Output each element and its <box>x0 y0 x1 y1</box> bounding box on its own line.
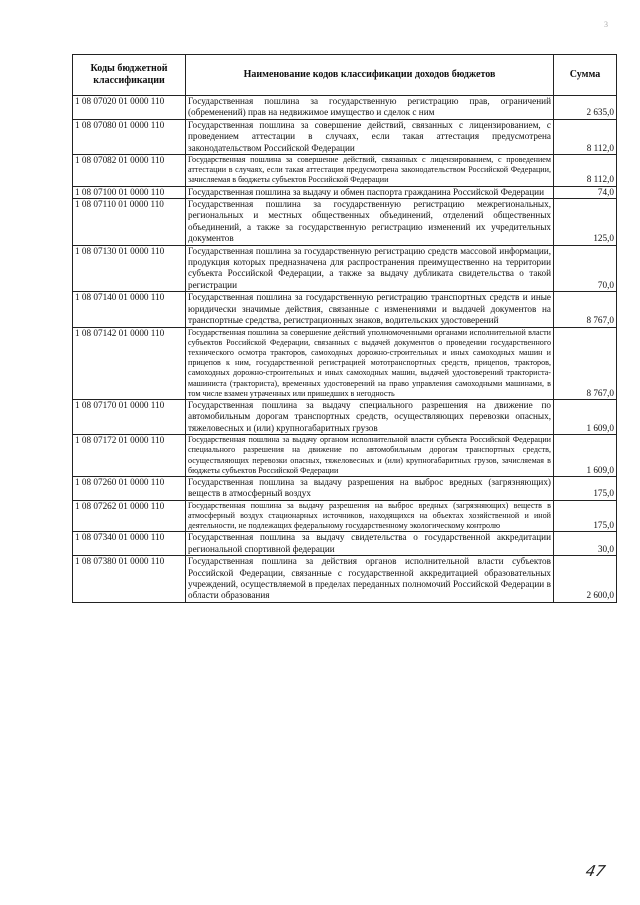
header-sum: Сумма <box>554 55 617 96</box>
table-row <box>73 532 617 556</box>
amount-cell: 70,0 <box>554 245 617 292</box>
amount-cell: 1 609,0 <box>554 399 617 434</box>
code-cell: 1 08 07100 01 0000 110 <box>73 186 186 198</box>
code-cell: 1 08 07340 01 0000 110 <box>73 532 186 556</box>
amount-cell: 74,0 <box>554 186 617 198</box>
amount-cell: 2 600,0 <box>554 556 617 603</box>
table-body <box>73 96 617 603</box>
amount-cell: 30,0 <box>554 532 617 556</box>
budget-revenue-table <box>72 54 617 603</box>
table-row <box>73 186 617 198</box>
code-cell: 1 08 07172 01 0000 110 <box>73 435 186 477</box>
amount-cell: 8 112,0 <box>554 155 617 187</box>
table-row <box>73 435 617 477</box>
name-cell: Государственная пошлина за выдачу свидетельства о государственной аккредитации региональной спортивной федерации <box>186 532 554 556</box>
name-cell: Государственная пошлина за совершение действий, связанных с лицензированием, с проведением аттестации в случаях, если такая аттестация предусмотрена законодательством Российской Федерации, зачисляемая в бюджеты субъектов Российской Федерации <box>186 155 554 187</box>
amount-cell: 8 767,0 <box>554 327 617 399</box>
amount-cell: 125,0 <box>554 199 617 246</box>
name-cell: Государственная пошлина за государственную регистрацию средств массовой информации, продукция которых предназначена для распространения преимущественно на территории субъекта Российской Федерации, а также за выдачу дубликата свидетельства о такой регистрации <box>186 245 554 292</box>
amount-cell: 175,0 <box>554 476 617 500</box>
name-cell: Государственная пошлина за выдачу разрешения на выброс вредных (загрязняющих) веществ в атмосферный воздух стационарных источников, находящихся на объектах хозяйственной и иной деятельности, не подлежащих федеральному государственному экологическому контролю <box>186 500 554 532</box>
table-row <box>73 245 617 292</box>
table-row <box>73 96 617 120</box>
table-row <box>73 500 617 532</box>
code-cell: 1 08 07082 01 0000 110 <box>73 155 186 187</box>
table-row <box>73 476 617 500</box>
header-name: Наименование кодов классификации доходов бюджетов <box>186 55 554 96</box>
code-cell: 1 08 07262 01 0000 110 <box>73 500 186 532</box>
amount-cell: 2 635,0 <box>554 96 617 120</box>
margin-mark: 3 <box>604 20 608 29</box>
amount-cell: 175,0 <box>554 500 617 532</box>
name-cell: Государственная пошлина за выдачу специального разрешения на движение по автомобильным дорогам транспортных средств, осуществляющих перевозки опасных, тяжеловесных и (или) крупногабаритных грузов <box>186 399 554 434</box>
amount-cell: 8 767,0 <box>554 292 617 327</box>
code-cell: 1 08 07140 01 0000 110 <box>73 292 186 327</box>
page-number: 47 <box>584 862 608 880</box>
table-row <box>73 119 617 154</box>
table-row <box>73 556 617 603</box>
header-codes: Коды бюджетной классификации <box>73 55 186 96</box>
name-cell: Государственная пошлина за совершение действий, связанных с лицензированием, с проведением аттестации в случаях, если такая аттестация предусмотрена законодательством Российской Федерации <box>186 119 554 154</box>
amount-cell: 8 112,0 <box>554 119 617 154</box>
name-cell: Государственная пошлина за государственную регистрацию транспортных средств и иные юридически значимые действия, связанные с изменениями и выдачей документов на транспортные средства, регистрационных знаков, водительских удостоверений <box>186 292 554 327</box>
name-cell: Государственная пошлина за выдачу и обмен паспорта гражданина Российской Федерации <box>186 186 554 198</box>
code-cell: 1 08 07380 01 0000 110 <box>73 556 186 603</box>
code-cell: 1 08 07130 01 0000 110 <box>73 245 186 292</box>
table-row <box>73 199 617 246</box>
table-header-row <box>73 55 617 96</box>
code-cell: 1 08 07142 01 0000 110 <box>73 327 186 399</box>
amount-cell: 1 609,0 <box>554 435 617 477</box>
code-cell: 1 08 07170 01 0000 110 <box>73 399 186 434</box>
name-cell: Государственная пошлина за совершение действий уполномоченными органами исполнительной власти субъектов Российской Федерации, связанных с выдачей документов о проведении государственного технического осмотра тракторов, самоходных дорожно-строительных и иных самоходных машин и прицепов к ним, государственной регистрацией мототранспортных средств, прицепов, тракторов, самоходных дорожно-строительных и иных самоходных машин, выдачей удостоверений тракториста-машиниста (тракториста), временных удостоверений на право управления самоходными машинами, в том числе взамен утраченных или пришедших в негодность <box>186 327 554 399</box>
name-cell: Государственная пошлина за государственную регистрацию прав, ограничений (обременений) прав на недвижимое имущество и сделок с ним <box>186 96 554 120</box>
code-cell: 1 08 07110 01 0000 110 <box>73 199 186 246</box>
table-row <box>73 292 617 327</box>
code-cell: 1 08 07020 01 0000 110 <box>73 96 186 120</box>
name-cell: Государственная пошлина за действия органов исполнительной власти субъектов Российской Федерации, связанные с государственной аккредитацией образовательных учреждений, осуществляемой в пределах переданных полномочий Российской Федерации в области образования <box>186 556 554 603</box>
name-cell: Государственная пошлина за государственную регистрацию межрегиональных, региональных и местных общественных объединений, отделений общественных объединений, а также за государственную регистрацию изменений их учредительных документов <box>186 199 554 246</box>
code-cell: 1 08 07080 01 0000 110 <box>73 119 186 154</box>
table-row <box>73 155 617 187</box>
name-cell: Государственная пошлина за выдачу разрешения на выброс вредных (загрязняющих) веществ в атмосферный воздух <box>186 476 554 500</box>
table-row <box>73 399 617 434</box>
table-row <box>73 327 617 399</box>
name-cell: Государственная пошлина за выдачу органом исполнительной власти субъекта Российской Федерации специального разрешения на движение по автомобильным дорогам транспортных средств, осуществляющих перевозки опасных, тяжеловесных и (или) крупногабаритных грузов, зачисляемая в бюджеты субъектов Российской Федерации <box>186 435 554 477</box>
code-cell: 1 08 07260 01 0000 110 <box>73 476 186 500</box>
